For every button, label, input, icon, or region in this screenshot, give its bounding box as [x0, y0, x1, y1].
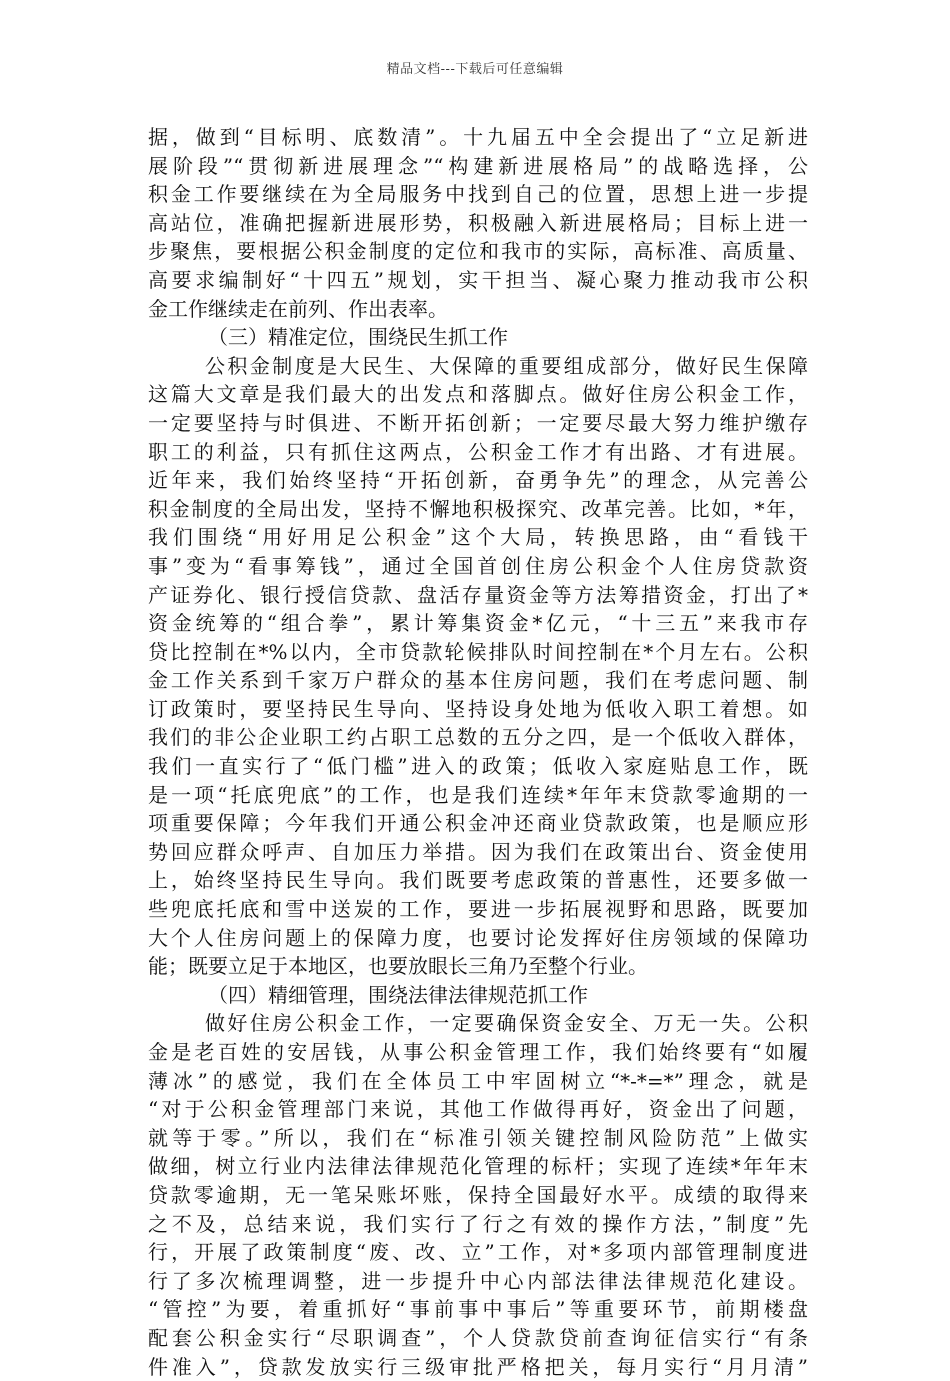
document-body: [148, 123, 808, 1381]
text-line: 步聚焦，要根据公积金制度的定位和我市的实际，高标准、高质量、: [148, 239, 808, 264]
text-line: 我们围绕“用好用足公积金”这个大局，转换思路，由“看钱干: [148, 525, 808, 550]
text-line: 大个人住房问题上的保障力度，也要讨论发挥好住房领域的保障功: [148, 925, 808, 950]
text-line: 贷比控制在*%以内，全市贷款轮候排队时间控制在*个月左右。公积: [148, 639, 808, 664]
text-line: 之不及，总结来说，我们实行了行之有效的操作方法，”制度”先: [148, 1211, 808, 1236]
text-line: 势回应群众呼声、自加压力举措。因为我们在政策出台、资金使用: [148, 839, 808, 864]
text-line: 件准入”，贷款发放实行三级审批严格把关，每月实行“月月清”: [148, 1354, 808, 1379]
text-line: 展阶段”“贯彻新进展理念”“构建新进展格局”的战略选择，公: [148, 153, 808, 178]
text-line: 项重要保障；今年我们开通公积金冲还商业贷款政策，也是顺应形: [148, 811, 808, 836]
text-line: 职工的利益，只有抓住这两点，公积金工作才有出路、才有进展。: [148, 439, 808, 464]
text-line: 行，开展了政策制度“废、改、立”工作，对*多项内部管理制度进: [148, 1240, 808, 1265]
text-line: 据，做到“目标明、底数清”。十九届五中全会提出了“立足新进: [148, 125, 808, 149]
text-line: 行了多次梳理调整，进一步提升中心内部法律法律规范化建设。: [148, 1268, 808, 1293]
text-line: 事”变为“看事筹钱”，通过全国首创住房公积金个人住房贷款资: [148, 553, 808, 578]
section-heading-4: （四）精细管理，围绕法律法律规范抓工作: [208, 982, 588, 1007]
text-line: “对于公积金管理部门来说，其他工作做得再好，资金出了问题，: [148, 1097, 808, 1122]
paragraph-start: 公积金制度是大民生、大保障的重要组成部分，做好民生保障: [205, 353, 808, 378]
text-line: 就等于零。”所以，我们在“标准引领关键控制风险防范”上做实: [148, 1125, 808, 1150]
text-line: 是一项“托底兜底”的工作，也是我们连续*年年末贷款零逾期的一: [148, 782, 808, 807]
text-line: 金是老百姓的安居钱，从事公积金管理工作，我们始终要有“如履: [148, 1040, 808, 1064]
text-line: 薄冰”的感觉，我们在全体员工中牢固树立“*-*=*”理念，就是: [148, 1068, 808, 1093]
text-line: 金工作关系到千家万户群众的基本住房问题，我们在考虑问题、制: [148, 668, 808, 693]
text-line: 积金工作要继续在为全局服务中找到自己的位置，思想上进一步提: [148, 182, 808, 207]
text-line: 近年来，我们始终坚持“开拓创新，奋勇争先”的理念，从完善公: [148, 468, 808, 493]
section-heading-3: （三）精准定位，围绕民生抓工作: [208, 325, 508, 350]
text-line: 我们一直实行了“低门槛”进入的政策；低收入家庭贴息工作，既: [148, 754, 808, 779]
text-line: “管控”为要，着重抓好“事前事中事后”等重要环节，前期楼盘: [148, 1297, 808, 1322]
text-line: 积金制度的全局出发，坚持不懈地积极探究、改革完善。比如，*年，: [148, 496, 808, 521]
text-line: 订政策时，要坚持民生导向、坚持设身处地为低收入职工着想。如: [148, 696, 808, 721]
text-line: 些兜底托底和雪中送炭的工作，要进一步拓展视野和思路，既要加: [148, 897, 808, 922]
text-line: 上，始终坚持民生导向。我们既要考虑政策的普惠性，还要多做一: [148, 868, 808, 893]
text-line: 高要求编制好“十四五”规划，实干担当、凝心聚力推动我市公积: [148, 267, 808, 292]
text-line: 高站位，准确把握新进展形势，积极融入新进展格局；目标上进一: [148, 210, 808, 235]
text-line: 配套公积金实行“尽职调查”，个人贷款贷前查询征信实行“有条: [148, 1325, 808, 1350]
text-line: 产证券化、银行授信贷款、盘活存量资金等方法筹措资金，打出了*: [148, 582, 808, 607]
text-line: 能；既要立足于本地区，也要放眼长三角乃至整个行业。: [148, 954, 648, 979]
text-line: 资金统筹的“组合拳”，累计筹集资金*亿元，“十三五”来我市存: [148, 611, 808, 636]
paragraph-start: 做好住房公积金工作，一定要确保资金安全、万无一失。公积: [205, 1011, 808, 1036]
text-line: 这篇大文章是我们最大的出发点和落脚点。做好住房公积金工作，: [148, 382, 808, 407]
text-line: 贷款零逾期，无一笔呆账坏账，保持全国最好水平。成绩的取得来: [148, 1182, 808, 1207]
text-line: 做细，树立行业内法律法律规范化管理的标杆；实现了连续*年年末: [148, 1154, 808, 1179]
text-line: 一定要坚持与时俱进、不断开拓创新；一定要尽最大努力维护缴存: [148, 410, 808, 435]
page-header: 精品文档---下载后可任意编辑: [386, 62, 564, 77]
text-line: 我们的非公企业职工约占职工总数的五分之四，是一个低收入群体，: [148, 725, 808, 750]
text-line: 金工作继续走在前列、作出表率。: [148, 296, 448, 321]
